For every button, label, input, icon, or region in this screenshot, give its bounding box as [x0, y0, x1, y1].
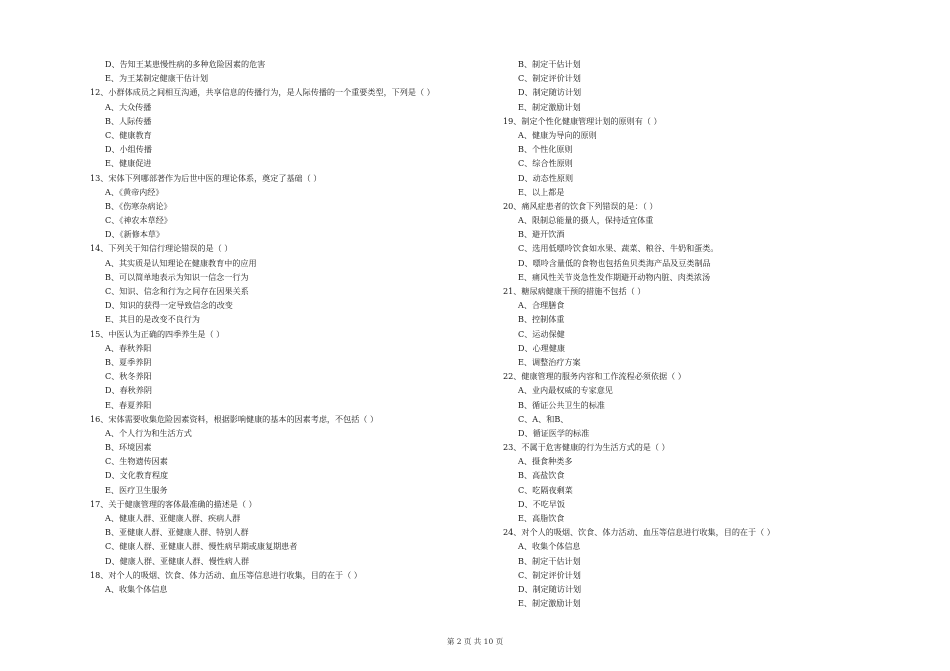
- answer-option: D、春秋养阴: [105, 385, 152, 396]
- answer-option: D、制定随访计划: [518, 87, 582, 98]
- answer-option: A、个人行为和生活方式: [105, 427, 192, 438]
- question-stem: 22、健康管理的服务内容和工作流程必须依据（ ）: [503, 371, 686, 382]
- answer-option: C、A、和B、: [518, 413, 569, 424]
- answer-option: B、高盐饮食: [518, 470, 565, 481]
- answer-option: C、运动保健: [518, 328, 565, 339]
- answer-option: B、制定干估计划: [518, 555, 581, 566]
- answer-option: C、健康人群、亚健康人群、慢性病早期或康复期患者: [105, 541, 298, 552]
- question-stem: 14、下列关于知信行理论错误的是（ ）: [90, 243, 233, 254]
- answer-option: A、摄食种类多: [518, 456, 573, 467]
- question-stem: 21、糖尿病健康干预的措施不包括（ ）: [503, 286, 646, 296]
- answer-option: E、春夏养阳: [105, 399, 152, 410]
- answer-option: E、调整治疗方案: [518, 356, 581, 367]
- answer-option: D、健康人群、亚健康人群、慢性病人群: [105, 555, 250, 566]
- answer-option: C、知识、信念和行为之间存在因果关系: [105, 286, 249, 296]
- answer-option: E、制定激励计划: [518, 101, 581, 112]
- question-stem: 12、小群体成员之间相互沟通，共享信息的传播行为，是人际传播的一个重要类型，下列是（ ）: [90, 87, 435, 98]
- answer-option: B、制定干估计划: [518, 59, 581, 69]
- answer-option: D、心理健康: [518, 342, 565, 353]
- answer-option: B、亚健康人群、亚健康人群、特别人群: [105, 527, 249, 538]
- answer-option: A、大众传播: [105, 101, 152, 112]
- answer-option: A、《黄帝内经》: [105, 186, 164, 197]
- answer-option: C、生物遗传因素: [105, 456, 168, 467]
- answer-option: C、秋冬养阳: [105, 371, 152, 382]
- answer-option: D、告知王某患慢性病的多种危险因素的危害: [105, 59, 266, 69]
- question-stem: 15、中医认为正确的四季养生是（ ）: [90, 328, 225, 339]
- answer-option: B、循证公共卫生的标准: [518, 399, 605, 410]
- left-column: [90, 57, 490, 596]
- answer-option: E、制定激励计划: [518, 598, 581, 609]
- answer-option: E、健康促进: [105, 158, 152, 169]
- answer-option: A、春秋养阳: [105, 342, 152, 353]
- answer-option: E、为王某制定健康干估计划: [105, 73, 209, 84]
- answer-option: E、医疗卫生服务: [105, 484, 168, 495]
- answer-option: C、吃隔夜剩菜: [518, 484, 573, 495]
- question-stem: 23、不属于危害健康的行为生活方式的是（ ）: [503, 442, 670, 453]
- answer-option: D、文化教育程度: [105, 470, 169, 481]
- answer-option: A、业内最权威的专家意见: [518, 385, 613, 396]
- answer-option: D、《新修本草》: [105, 229, 165, 240]
- question-stem: 17、关于健康管理的客体最准确的描述是（ ）: [90, 498, 257, 509]
- answer-option: B、夏季养阴: [105, 356, 152, 367]
- answer-option: E、以上都是: [518, 186, 565, 197]
- answer-option: A、合理膳食: [518, 300, 565, 311]
- answer-option: C、《神农本草经》: [105, 215, 172, 226]
- answer-option: A、其实质是认知理论在健康教育中的应用: [105, 257, 257, 268]
- answer-option: E、痛风性关节炎急性发作期避开动物内脏、肉类浓汤: [518, 271, 711, 282]
- answer-option: D、小组传播: [105, 144, 152, 155]
- answer-option: B、个性化原则: [518, 144, 573, 155]
- answer-option: B、人际传播: [105, 115, 152, 126]
- answer-option: E、其目的是改变不良行为: [105, 314, 200, 325]
- right-column: [503, 57, 903, 610]
- answer-option: A、收集个体信息: [518, 541, 581, 552]
- answer-option: E、高脂饮食: [518, 513, 565, 523]
- answer-option: D、不吃早饭: [518, 498, 565, 509]
- answer-option: C、制定评价计划: [518, 73, 581, 84]
- answer-option: C、选用低嘌呤饮食如水果、蔬菜、粮谷、牛奶和蛋类。: [518, 243, 719, 254]
- question-stem: 18、对个人的吸烟、饮食、体力活动、血压等信息进行收集，目的在于（ ）: [90, 569, 362, 580]
- answer-option: D、嘌呤含量低的食物也包括鱼贝类海产品及豆类制品: [518, 257, 711, 268]
- answer-option: B、避开饮酒: [518, 229, 565, 240]
- answer-option: D、制定随访计划: [518, 583, 582, 594]
- answer-option: A、收集个体信息: [105, 583, 168, 594]
- answer-option: C、综合性原则: [518, 158, 573, 169]
- answer-option: B、可以简单地表示为知识一信念一行为: [105, 271, 249, 282]
- answer-option: C、制定评价计划: [518, 569, 581, 580]
- question-stem: 16、宋体需要收集危险因素资料，根据影响健康的基本的因素考虑，不包括（ ）: [90, 413, 379, 424]
- question-stem: 20、痛风症患者的饮食下列错误的是：（ ）: [503, 200, 658, 211]
- answer-option: B、《伤寒杂病论》: [105, 200, 172, 211]
- answer-option: D、循证医学的标准: [518, 427, 590, 438]
- answer-option: A、健康为导向的原则: [518, 129, 597, 140]
- answer-option: A、健康人群、亚健康人群、疾病人群: [105, 513, 241, 523]
- question-stem: 19、制定个性化健康管理计划的原则有（ ）: [503, 115, 662, 126]
- question-stem: 13、宋体下列哪部著作为后世中医的理论体系，奠定了基础（ ）: [90, 172, 322, 183]
- answer-option: B、控制体重: [518, 314, 565, 325]
- answer-option: D、知识的获得一定导致信念的改变: [105, 300, 233, 311]
- answer-option: A、限制总能量的摄人，保持适宜体重: [518, 215, 654, 226]
- page-footer: 第 2 页 共 10 页: [446, 637, 504, 646]
- answer-option: C、健康教育: [105, 129, 152, 140]
- question-stem: 24、对个人的吸烟、饮食、体力活动、血压等信息进行收集，目的在于（ ）: [503, 527, 775, 538]
- answer-option: B、环境因素: [105, 442, 152, 453]
- answer-option: D、动态性原则: [518, 172, 574, 183]
